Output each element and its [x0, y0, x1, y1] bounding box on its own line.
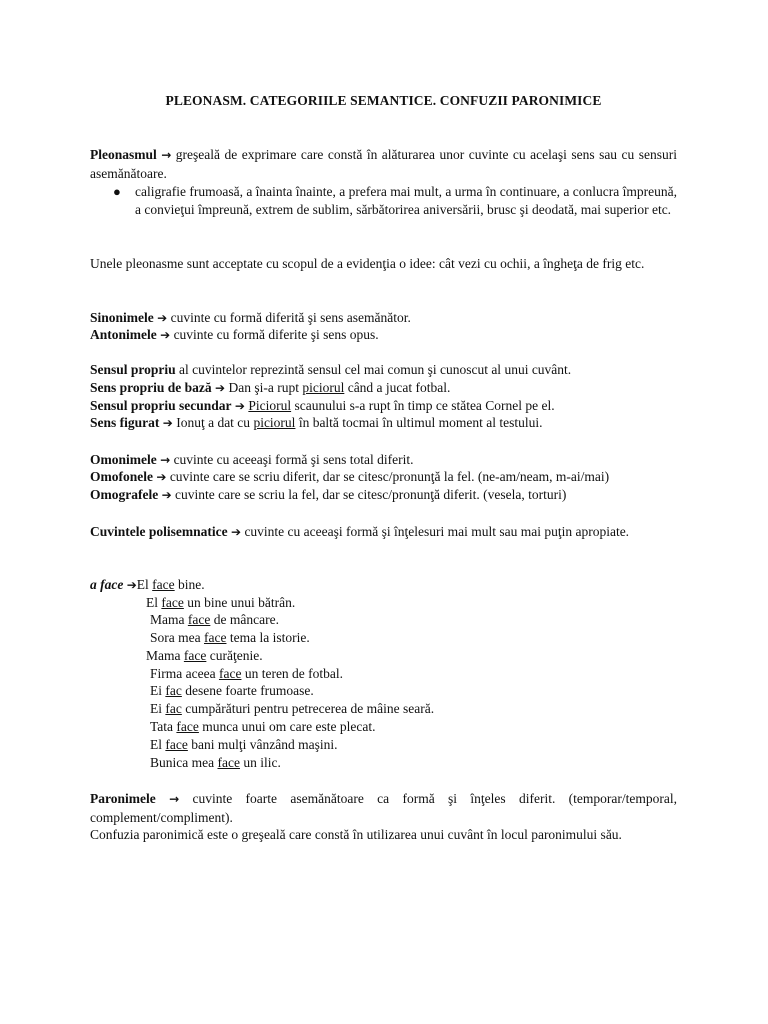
example-verb: face [183, 648, 207, 663]
omonime-term: Omonimele [90, 452, 157, 467]
page-title: PLEONASM. CATEGORIILE SEMANTICE. CONFUZII PARONIMICE [165, 93, 602, 108]
antonime-term: Antonimele [90, 327, 157, 342]
pleonasm-term: Pleonasmul [90, 147, 157, 162]
sens-secundar-line [90, 397, 677, 416]
sinonime-term: Sinonimele [90, 310, 154, 325]
arrow-right-icon: ➔ [234, 399, 245, 413]
example-pre: El [136, 577, 149, 592]
pleonasm-def-text: greşeală de exprimare care constă în alăturarea unor cuvinte cu acelaşi sens sau cu sensuri asemănătoare. [90, 147, 678, 181]
example-verb: face [165, 737, 188, 752]
arrow-right-icon: ➔ [161, 488, 172, 502]
arrow-right-icon: ➔ [156, 470, 167, 484]
omonime-line [90, 451, 677, 470]
arrow-right-icon: ➔ [162, 416, 173, 430]
pleonasm-note: Unele pleonasme sunt acceptate cu scopul de a evidenţia o idee: cât vezi cu ochii, a îngheţa de frig etc. [90, 256, 645, 271]
arrow-right-icon: ➔ [157, 311, 168, 325]
example-post: un ilic. [243, 755, 281, 770]
a-face-line-7 [150, 700, 434, 718]
a-face-line-0 [90, 576, 205, 595]
a-face-line-2 [150, 611, 279, 629]
example-post: cumpărături pentru petrecerea de mâine seară. [185, 701, 435, 716]
sens-secundar-term: Sensul propriu secundar [90, 398, 232, 413]
sens-propriu-term: Sensul propriu [90, 362, 176, 377]
sens-baza-underlined: piciorul [302, 380, 345, 395]
example-pre: Ei [150, 701, 162, 716]
sens-figurat-underlined: piciorul [253, 415, 296, 430]
sens-baza-pre: Dan şi-a rupt [228, 380, 299, 395]
confuzie-paragraph: Confuzia paronimică este o greşeală care constă în utilizarea unui cuvânt în locul paronimului său. [90, 827, 622, 842]
polisemantice-def: cuvinte cu aceeaşi formă şi înţelesuri mai mult sau mai puţin apropiate. [244, 524, 630, 539]
example-post: un teren de fotbal. [244, 666, 344, 681]
pleonasm-definition [90, 146, 677, 182]
a-face-line-3 [150, 629, 310, 647]
bullet-icon: ● [113, 184, 121, 199]
example-post: tema la istorie. [229, 630, 310, 645]
example-post: bani mulţi vânzând maşini. [191, 737, 338, 752]
sens-secundar-underlined: Piciorul [248, 398, 292, 413]
a-face-line-9 [150, 736, 337, 754]
sens-figurat-line [90, 414, 677, 433]
example-post: de mâncare. [213, 612, 279, 627]
sens-propriu-line [90, 361, 677, 379]
example-post: munca unui om care este plecat. [202, 719, 376, 734]
pleonasm-examples: caligrafie frumoasă, a înainta înainte, a prefera mai mult, a urma în continuare, a conlucra împreună, a convieţui împreună, extrem de sublim, sărbătorirea aniversării, brusc şi deodată, mai superior etc. [135, 184, 678, 217]
example-pre: El [146, 595, 158, 610]
example-pre: Mama [150, 612, 185, 627]
sens-baza-post: când a jucat fotbal. [347, 380, 451, 395]
example-post: un bine unui bătrân. [187, 595, 296, 610]
example-pre: Mama [146, 648, 181, 663]
polisemantice-paragraph [90, 523, 677, 542]
example-verb: face [203, 630, 227, 645]
arrow-right-icon: ➔ [126, 578, 137, 592]
example-pre: Ei [150, 683, 162, 698]
polisemantice-term: Cuvintele polisemnatice [90, 524, 228, 539]
example-pre: Tata [150, 719, 174, 734]
a-face-line-10 [150, 754, 281, 772]
sens-baza-term: Sens propriu de bază [90, 380, 212, 395]
sinonime-line [90, 309, 677, 328]
paronime-def: cuvinte foarte asemănătoare ca formă şi înţeles diferit. (temporar/temporal, complement/compliment). [90, 791, 677, 825]
example-post: desene foarte frumoase. [185, 683, 314, 698]
a-face-line-5 [150, 665, 343, 683]
example-pre: Sora mea [150, 630, 201, 645]
sens-figurat-term: Sens figurat [90, 415, 160, 430]
paronime-term: Paronimele [90, 791, 156, 806]
sens-propriu-def: al cuvintelor reprezintă sensul cel mai comun şi cunoscut al unui cuvânt. [179, 362, 572, 377]
sens-baza-line [90, 379, 677, 398]
arrow-right-icon: ➔ [215, 381, 226, 395]
example-verb: face [152, 577, 175, 592]
antonime-def: cuvinte cu formă diferite şi sens opus. [173, 327, 379, 342]
example-pre: El [150, 737, 162, 752]
example-pre: Firma aceea [150, 666, 216, 681]
omofone-line [90, 468, 677, 487]
a-face-term: a face [90, 577, 124, 592]
example-post: curăţenie. [209, 648, 263, 663]
arrow-right-icon: ➔ [160, 328, 171, 342]
example-verb: fac [165, 701, 182, 716]
arrow-right-icon: ➔ [231, 525, 242, 539]
sens-secundar-post: scaunului s-a rupt în timp ce stătea Cornel pe el. [294, 398, 555, 413]
example-verb: face [161, 595, 184, 610]
paronime-paragraph [90, 790, 677, 826]
a-face-line-6 [150, 682, 314, 700]
sens-figurat-post: în baltă tocmai în ultimul moment al testului. [298, 415, 543, 430]
sens-figurat-pre: Ionuţ a dat cu [176, 415, 251, 430]
a-face-line-1 [146, 594, 295, 612]
example-verb: face [187, 612, 211, 627]
example-pre: Bunica mea [150, 755, 215, 770]
arrow-right-icon: → [160, 453, 171, 467]
example-post: bine. [178, 577, 205, 592]
omonime-def: cuvinte cu aceeaşi formă şi sens total diferit. [173, 452, 414, 467]
omografe-term: Omografele [90, 487, 159, 502]
arrow-right-icon: → [161, 148, 172, 162]
omofone-def: cuvinte care se scriu diferit, dar se citesc/pronunţă la fel. (ne-am/neam, m-ai/mai) [169, 469, 610, 484]
example-verb: face [218, 666, 242, 681]
antonime-line [90, 326, 677, 345]
arrow-right-icon: → [169, 792, 180, 806]
example-verb: face [217, 755, 240, 770]
a-face-line-8 [150, 718, 375, 736]
omografe-line [90, 486, 677, 505]
example-verb: face [176, 719, 199, 734]
sinonime-def: cuvinte cu formă diferită şi sens asemănător. [170, 310, 411, 325]
a-face-line-4 [146, 647, 263, 665]
omografe-def: cuvinte care se scriu la fel, dar se citesc/pronunţă diferit. (vesela, torturi) [175, 487, 567, 502]
example-verb: fac [165, 683, 182, 698]
omofone-term: Omofonele [90, 469, 153, 484]
